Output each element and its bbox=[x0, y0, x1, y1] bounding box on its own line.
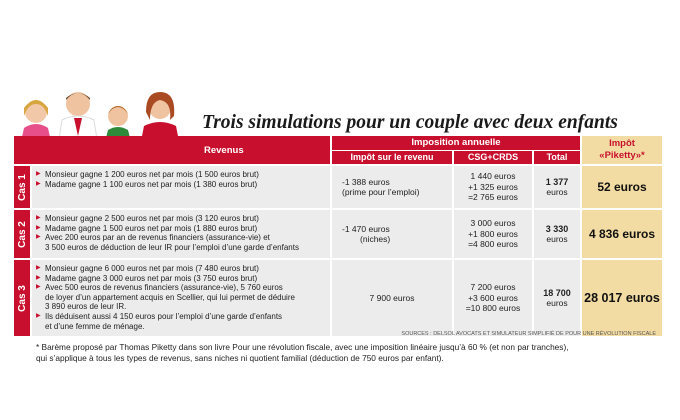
footnote-line-1: * Barème proposé par Thomas Piketty dans son livre Pour une révolution fiscale, avec une imposition linéaire jusqu’à 60 % (et non par tranches), bbox=[36, 342, 569, 352]
header-total: Total bbox=[534, 151, 580, 164]
case-1-tab: Cas 1 bbox=[14, 166, 30, 208]
footnote-line-2: qui s’applique à tous les types de revenus, sans niches ni quotient familial (déduction de 750 euros par enfant). bbox=[36, 353, 444, 363]
case-2-revenus bbox=[32, 210, 330, 258]
case-3-total: 18 700 euros bbox=[534, 260, 580, 336]
case-2-revenu-line: 3 500 euros de déduction de leur IR pour l’emploi d’une garde d’enfants bbox=[45, 242, 299, 252]
page-title: Trois simulations pour un couple avec deux enfants bbox=[202, 112, 618, 133]
case-1-total: 1 377 euros bbox=[534, 166, 580, 208]
case-2-revenu-line: ▶ Monsieur gagne 2 500 euros net par mois (3 120 euros brut) bbox=[36, 214, 326, 224]
case-2-tab: Cas 2 bbox=[14, 210, 30, 258]
case-3-revenu-line: de loyer d’un appartement acquis en Scellier, qui lui permet de déduire bbox=[45, 292, 295, 302]
case-1-impot: -1 388 euros (prime pour l’emploi) bbox=[332, 166, 452, 208]
case-1-revenu-line: ▶ Monsieur gagne 1 200 euros net par mois (1 500 euros brut) bbox=[36, 170, 326, 180]
sources-note: SOURCES : DELSOL AVOCATS ET SIMULATEUR SIMPLIFIÉ DE POUR UNE RÉVOLUTION FISCALE bbox=[401, 331, 656, 337]
header-impot-revenu: Impôt sur le revenu bbox=[332, 151, 452, 164]
case-3-revenu-line: ▶ Ils déduisent aussi 4 150 euros pour l’emploi d’une garde d’enfants bbox=[36, 312, 326, 322]
case-2-revenu-line: ▶ Avec 200 euros par an de revenus financiers (assurance-vie) et bbox=[36, 233, 326, 243]
case-1-revenus bbox=[32, 166, 330, 208]
case-2-csg: 3 000 euros +1 800 euros =4 800 euros bbox=[454, 210, 532, 258]
case-3-revenu-line: ▶ Avec 500 euros de revenus financiers (assurance-vie), 5 760 euros bbox=[36, 283, 326, 293]
case-3-revenus bbox=[32, 260, 330, 336]
case-3-revenu-line: ▶ Madame gagne 3 000 euros net par mois (3 750 euros brut) bbox=[36, 274, 326, 284]
header-revenus: Revenus bbox=[204, 145, 244, 156]
case-3-csg: 7 200 euros +3 600 euros =10 800 euros bbox=[454, 260, 532, 336]
case-2-revenu-line: ▶ Madame gagne 1 500 euros net par mois (1 880 euros brut) bbox=[36, 224, 326, 234]
header-imposition: Imposition annuelle bbox=[332, 136, 580, 150]
case-1-revenu-line: ▶ Madame gagne 1 100 euros net par mois (1 380 euros brut) bbox=[36, 180, 326, 190]
header-piketty-line1: Impôt bbox=[609, 138, 635, 149]
case-3-revenu-line: ▶ Monsieur gagne 6 000 euros net par mois (7 480 euros brut) bbox=[36, 264, 326, 274]
case-1-csg: 1 440 euros +1 325 euros =2 765 euros bbox=[454, 166, 532, 208]
case-3-tab: Cas 3 bbox=[14, 260, 30, 336]
case-2-total: 3 330 euros bbox=[534, 210, 580, 258]
case-3-revenu-line: 3 890 euros de leur IR. bbox=[45, 302, 127, 312]
header-piketty bbox=[582, 136, 662, 164]
header-piketty-line2: «Piketty»* bbox=[599, 150, 645, 161]
case-1-piketty: 52 euros bbox=[582, 166, 662, 208]
case-3-piketty: 28 017 euros bbox=[582, 260, 662, 336]
header-revenus-bg bbox=[14, 136, 330, 164]
footnote bbox=[36, 342, 656, 364]
case-3-revenu-line: et d’une femme de ménage. bbox=[45, 321, 145, 331]
case-3-impot: 7 900 euros bbox=[332, 260, 452, 336]
header-csg: CSG+CRDS bbox=[454, 151, 532, 164]
case-2-impot: -1 470 euros (niches) bbox=[332, 210, 452, 258]
case-2-piketty: 4 836 euros bbox=[582, 210, 662, 258]
